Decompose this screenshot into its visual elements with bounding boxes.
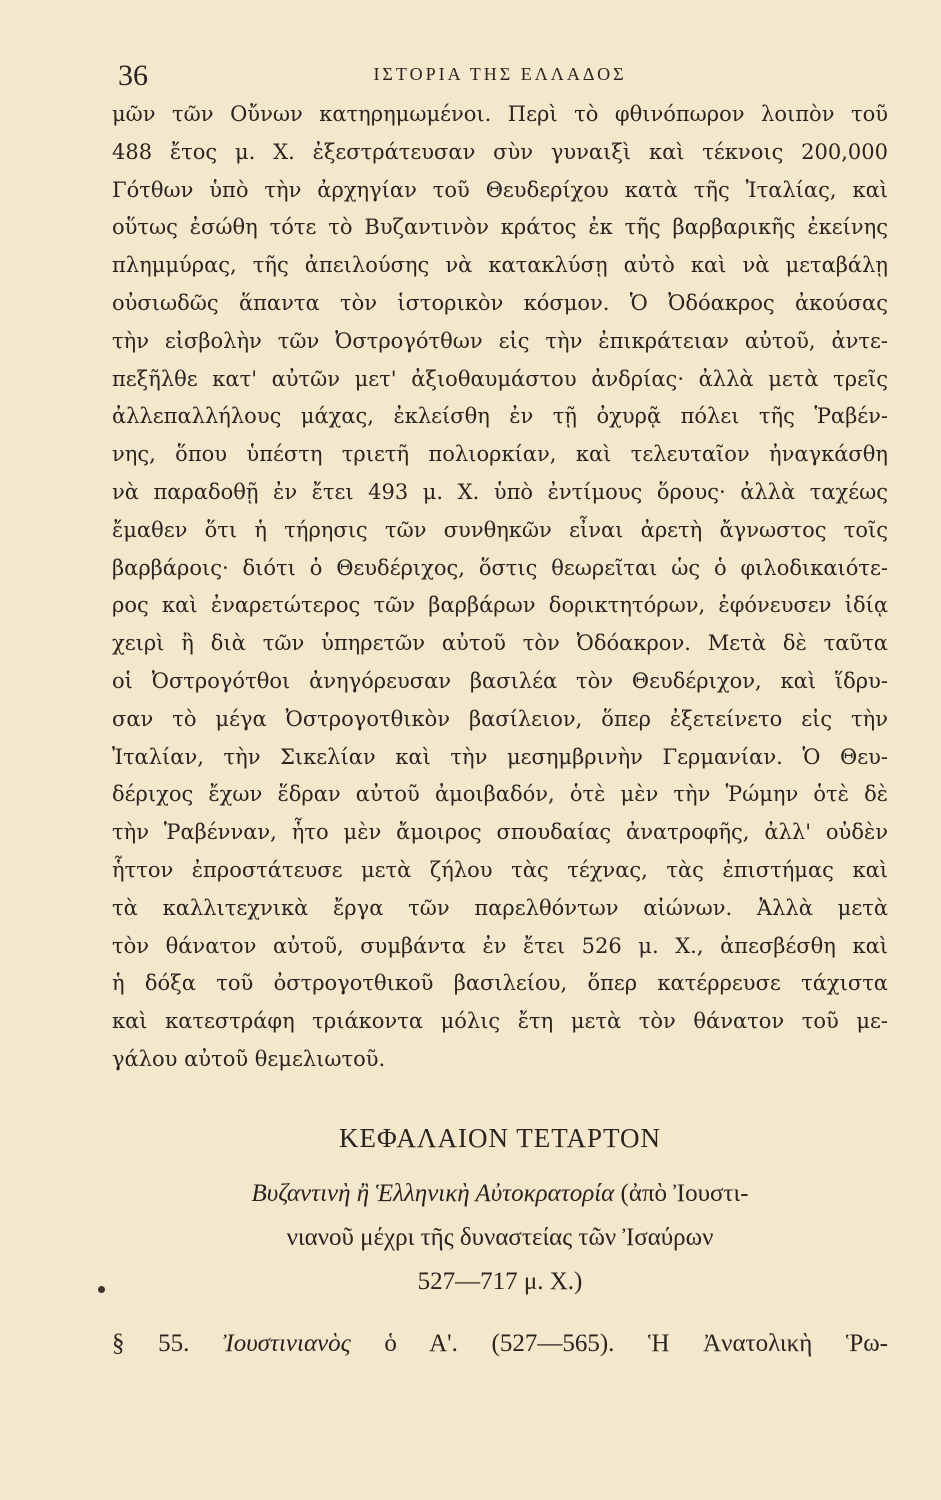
text-line: γάλου αὐτοῦ θεμελιωτοῦ.	[112, 1046, 386, 1071]
text-line: οὕτως ἐσώθη τότε τὸ Βυζαντινὸν κράτος ἐκ τῆς βαρβαρικῆς ἐκείνης	[112, 215, 888, 240]
text-line: ἔμαθεν ὅτι ἡ τήρησις τῶν συνθηκῶν εἶναι ἀρετὴ ἄγνωστος τοῖς	[112, 517, 888, 542]
running-title: ΙΣΤΟΡΙΑ ΤΗΣ ΕΛΛΑΔΟΣ	[373, 64, 627, 84]
text-line: Ἰταλίαν, τὴν Σικελίαν καὶ τὴν μεσημβρινὴν Γερμανίαν. Ὁ Θευ-	[112, 744, 888, 769]
page-number: 36	[118, 59, 148, 92]
text-line: τὰ καλλιτεχνικὰ ἔργα τῶν παρελθόντων αἰώνων. Ἀλλὰ μετὰ	[112, 895, 888, 920]
text-line: ἡ δόξα τοῦ ὀστρογοτθικοῦ βασιλείου, ὅπερ κατέρρευσε τάχιστα	[112, 971, 888, 996]
text-line: οὐσιωδῶς ἅπαντα τὸν ἱστορικὸν κόσμον. Ὁ Ὀδόακρος ἀκούσας	[112, 290, 888, 315]
text-line: χειρὶ ἢ διὰ τῶν ὑπηρετῶν αὐτοῦ τὸν Ὀδόακρον. Μετὰ δὲ ταῦτα	[112, 631, 888, 656]
text-line: πλημμύρας, τῆς ἀπειλούσης νὰ κατακλύσῃ αὐτὸ καὶ νὰ μεταβάλῃ	[112, 253, 888, 278]
text-line: Γότθων ὑπὸ τὴν ἀρχηγίαν τοῦ Θευδερίχου κατὰ τῆς Ἰταλίας, καὶ	[112, 177, 888, 202]
text-line: 488 ἔτος μ. Χ. ἐξεστράτευσαν σὺν γυναιξὶ καὶ τέκνοις 200,000	[112, 139, 888, 164]
text-line: τὴν Ῥαβένναν, ἦτο μὲν ἄμοιρος σπουδαίας ἀνατροφῆς, ἀλλ' οὐδὲν	[112, 820, 888, 845]
text-line: ρος καὶ ἐναρετώτερος τῶν βαρβάρων δορικτητόρων, ἐφόνευσεν ἰδίᾳ	[112, 593, 888, 618]
chapter-subtitle-italic: Βυζαντινὴ ἢ Ἑλληνικὴ Αὐτοκρατορία	[251, 1180, 615, 1207]
chapter-subtitle-line-1	[112, 1172, 888, 1216]
body-text	[112, 96, 888, 1079]
chapter-subtitle-line-3: 527—717 μ. Χ.)	[417, 1268, 583, 1295]
section-text: ὁ Α'. (527—565). Ἡ Ἀνατολικὴ Ῥω-	[384, 1330, 888, 1357]
page-header	[112, 58, 888, 98]
text-line: βαρβάροις· διότι ὁ Θευδέριχος, ὅστις θεωρεῖται ὡς ὁ φιλοδικαιότε-	[112, 555, 888, 580]
text-line: τὸν θάνατον αὐτοῦ, συμβάντα ἐν ἔτει 526 μ. Χ., ἀπεσβέσθη καὶ	[112, 933, 888, 958]
text-line: ἀλλεπαλλήλους μάχας, ἐκλείσθη ἐν τῇ ὀχυρᾷ πόλει τῆς Ῥαβέν-	[112, 404, 888, 429]
section-name: Ἰουστινιανὸς	[222, 1330, 351, 1357]
chapter-title: ΚΕΦΑΛΑΙΟΝ ΤΕΤΑΡΤΟΝ	[338, 1123, 662, 1153]
text-line: καὶ κατεστράφη τριάκοντα μόλις ἔτη μετὰ τὸν θάνατον τοῦ με-	[112, 1009, 888, 1034]
text-line: οἱ Ὀστρογότθοι ἀνηγόρευσαν βασιλέα τὸν Θευδέριχον, καὶ ἵδρυ-	[112, 668, 888, 693]
text-line: δέριχος ἔχων ἕδραν αὐτοῦ ἀμοιβαδόν, ὁτὲ μὲν τὴν Ῥώμην ὁτὲ δὲ	[112, 782, 888, 807]
section-heading	[112, 1322, 888, 1366]
text-line: νὰ παραδοθῇ ἐν ἔτει 493 μ. Χ. ὑπὸ ἐντίμους ὅρους· ἀλλὰ ταχέως	[112, 479, 888, 504]
section-mark: § 55.	[112, 1330, 190, 1357]
text-line: τὴν εἰσβολὴν τῶν Ὀστρογότθων εἰς τὴν ἐπικράτειαν αὐτοῦ, ἀντε-	[112, 328, 888, 353]
chapter-subtitle	[112, 1172, 888, 1304]
text-line: σαν τὸ μέγα Ὀστρογοτθικὸν βασίλειον, ὅπερ ἐξετείνετο εἰς τὴν	[112, 706, 888, 731]
text-line: πεξῆλθε κατ' αὐτῶν μετ' ἀξιοθαυμάστου ἀνδρίας· ἀλλὰ μετὰ τρεῖς	[112, 366, 888, 391]
text-line: ἧττον ἐπροστάτευσε μετὰ ζήλου τὰς τέχνας, τὰς ἐπιστήμας καὶ	[112, 857, 888, 882]
chapter-subtitle-line-2: νιανοῦ μέχρι τῆς δυναστείας τῶν Ἰσαύρων	[286, 1224, 714, 1251]
text-line: νης, ὅπου ὑπέστη τριετῆ πολιορκίαν, καὶ τελευταῖον ἠναγκάσθη	[112, 442, 888, 467]
chapter-subtitle-rest: (ἀπὸ Ἰουστι-	[620, 1180, 749, 1207]
text-line: μῶν τῶν Οὔνων κατηρημωμένοι. Περὶ τὸ φθινόπωρον λοιπὸν τοῦ	[112, 102, 888, 126]
margin-dot	[98, 1286, 105, 1293]
